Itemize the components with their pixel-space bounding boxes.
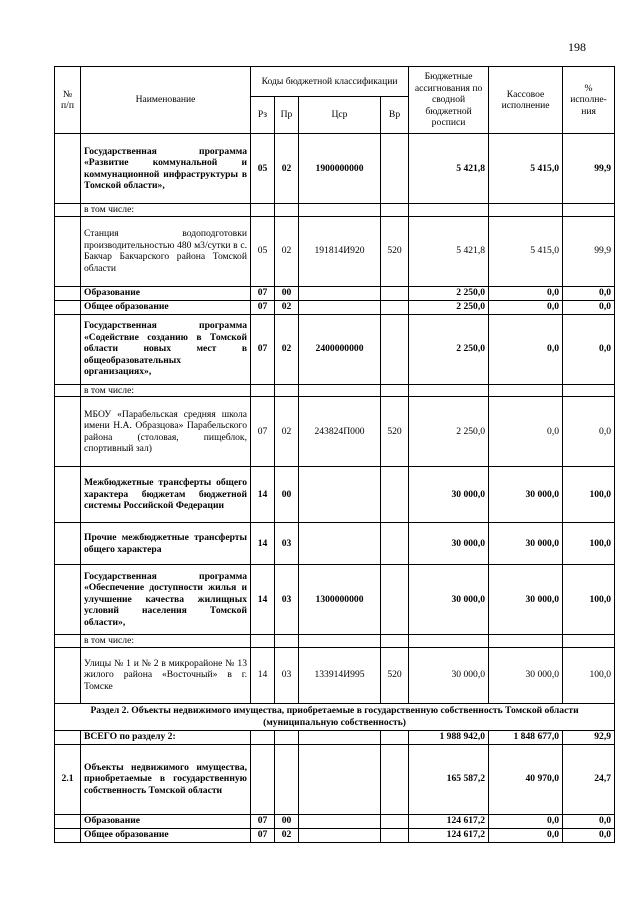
row-csr [299,523,381,565]
row-cash: 5 415,0 [489,216,563,286]
row-name: Образование [81,814,251,828]
row-cash: 30 000,0 [489,565,563,635]
row-num [55,467,81,523]
table-row [55,314,615,384]
row-assign: 5 421,8 [409,216,489,286]
row-pct: 100,0 [563,467,615,523]
row-cash: 30 000,0 [489,647,563,703]
header-codes: Коды бюджетной классификации [251,67,409,97]
row-assign: 5 421,8 [409,134,489,204]
row-name: Образование [81,286,251,300]
row-name: Станция водоподготовки производительностью 480 м3/сутки в с. Бакчар Бакчарского района Томской области [81,216,251,286]
row-vr [381,744,409,814]
header-csr: Цср [299,97,381,134]
row-cash: 30 000,0 [489,467,563,523]
row-rz [251,744,275,814]
row-pct: 24,7 [563,744,615,814]
row-pct: 100,0 [563,647,615,703]
row-vr [381,523,409,565]
row-rz: 07 [251,314,275,384]
row-assign: 30 000,0 [409,523,489,565]
row-rz: 14 [251,565,275,635]
row-assign: 30 000,0 [409,647,489,703]
row-name: Государственная программа «Обеспечение доступности жилья и улучшение качества жилищных условий населения Томской области», [81,565,251,635]
row-cash: 1 848 677,0 [489,730,563,744]
row-csr: 1300000000 [299,565,381,635]
row-csr [299,286,381,300]
row-cash: 5 415,0 [489,134,563,204]
row-cash: 0,0 [489,300,563,314]
row-vr [381,286,409,300]
row-name: Государственная программа «Содействие созданию в Томской области новых мест в общеобразовательных организациях», [81,314,251,384]
row-csr [299,828,381,842]
row-rz: 07 [251,286,275,300]
row-vr [381,467,409,523]
row-rz: 05 [251,134,275,204]
row-vr: 520 [381,397,409,467]
row-rz: 07 [251,300,275,314]
row-num: 2.1 [55,744,81,814]
row-csr: 133914И995 [299,647,381,703]
row-pct: 0,0 [563,397,615,467]
row-rz: 14 [251,647,275,703]
row-cash [489,384,563,397]
row-name: ВСЕГО по разделу 2: [81,730,251,744]
row-pct [563,204,615,217]
row-assign [409,204,489,217]
row-csr: 243824П000 [299,397,381,467]
row-num [55,216,81,286]
table-row [55,134,615,204]
row-rz [251,204,275,217]
row-name: Межбюджетные трансферты общего характера бюджетам бюджетной системы Российской Федерации [81,467,251,523]
row-pct: 0,0 [563,286,615,300]
row-pct: 92,9 [563,730,615,744]
row-name: Объекты недвижимого имущества, приобретаемые в государственную собственность Томской области [81,744,251,814]
header-rz: Рз [251,97,275,134]
row-vr: 520 [381,647,409,703]
row-assign: 30 000,0 [409,565,489,635]
row-csr [299,384,381,397]
row-name: в том числе: [81,384,251,397]
budget-table [54,66,615,843]
row-assign: 30 000,0 [409,467,489,523]
row-csr [299,204,381,217]
row-pct [563,384,615,397]
table-row [55,565,615,635]
row-vr: 520 [381,216,409,286]
section-2-title: Раздел 2. Объекты недвижимого имущества, приобретаемые в государственную собственность Томской области (муниципальную собственность) [55,703,615,730]
row-assign [409,384,489,397]
row-vr [381,314,409,384]
header-name: Наименование [81,67,251,134]
header-num: № п/п [55,67,81,134]
row-cash: 0,0 [489,314,563,384]
row-vr [381,565,409,635]
row-csr: 191814И920 [299,216,381,286]
row-vr [381,730,409,744]
header-vr: Вр [381,97,409,134]
row-num [55,384,81,397]
row-name: Прочие межбюджетные трансферты общего характера [81,523,251,565]
row-pr: 00 [275,467,299,523]
row-num [55,204,81,217]
row-vr [381,384,409,397]
row-cash: 0,0 [489,286,563,300]
row-csr: 1900000000 [299,134,381,204]
row-pr: 02 [275,216,299,286]
row-num [55,134,81,204]
row-rz: 07 [251,397,275,467]
row-csr: 2400000000 [299,314,381,384]
table-row [55,814,615,828]
row-vr [381,828,409,842]
row-cash: 40 970,0 [489,744,563,814]
row-num [55,523,81,565]
row-num [55,635,81,648]
header-assign: Бюджетные ассигнования по сводной бюджетной росписи [409,67,489,134]
row-name: Общее образование [81,828,251,842]
table-row [55,730,615,744]
row-pr: 03 [275,647,299,703]
row-assign: 1 988 942,0 [409,730,489,744]
table-row [55,523,615,565]
row-pct: 0,0 [563,828,615,842]
row-pr: 00 [275,286,299,300]
row-name: Общее образование [81,300,251,314]
row-rz: 14 [251,523,275,565]
row-pr [275,744,299,814]
row-pct: 100,0 [563,523,615,565]
row-csr [299,300,381,314]
row-assign: 165 587,2 [409,744,489,814]
row-rz [251,384,275,397]
row-cash [489,204,563,217]
row-pct [563,635,615,648]
row-assign: 2 250,0 [409,286,489,300]
row-pct: 99,9 [563,216,615,286]
row-cash [489,635,563,648]
row-assign: 124 617,2 [409,828,489,842]
row-name: МБОУ «Парабельская средняя школа имени Н.А. Образцова» Парабельского района (столовая, пищеблок, спортивный зал) [81,397,251,467]
row-num [55,300,81,314]
row-pr: 00 [275,814,299,828]
table-row [55,828,615,842]
row-csr [299,730,381,744]
row-pr [275,635,299,648]
row-pr [275,384,299,397]
row-assign: 2 250,0 [409,397,489,467]
row-num [55,647,81,703]
page-number: 198 [568,40,586,54]
row-pct: 0,0 [563,814,615,828]
header-pr: Пр [275,97,299,134]
row-csr [299,467,381,523]
row-csr [299,635,381,648]
table-row [55,647,615,703]
row-pr: 03 [275,565,299,635]
row-rz [251,635,275,648]
row-name: в том числе: [81,204,251,217]
row-vr [381,300,409,314]
table-row [55,384,615,397]
table-row [55,300,615,314]
row-num [55,730,81,744]
row-csr [299,744,381,814]
row-vr [381,134,409,204]
row-rz: 14 [251,467,275,523]
table-row [55,635,615,648]
row-pct: 0,0 [563,300,615,314]
table-row [55,744,615,814]
row-pct: 100,0 [563,565,615,635]
row-pr: 02 [275,300,299,314]
row-rz [251,730,275,744]
row-cash: 30 000,0 [489,523,563,565]
row-assign: 2 250,0 [409,300,489,314]
row-csr [299,814,381,828]
row-pr: 02 [275,828,299,842]
row-pr: 02 [275,314,299,384]
row-rz: 07 [251,814,275,828]
row-num [55,565,81,635]
row-name: Государственная программа «Развитие коммунальной и коммунационной инфраструктуры в Томской области», [81,134,251,204]
row-cash: 0,0 [489,814,563,828]
row-num [55,286,81,300]
row-assign [409,635,489,648]
row-rz: 05 [251,216,275,286]
row-pr: 03 [275,523,299,565]
row-vr [381,635,409,648]
row-pr: 02 [275,134,299,204]
row-assign: 2 250,0 [409,314,489,384]
row-pct: 99,9 [563,134,615,204]
row-name: в том числе: [81,635,251,648]
table-row [55,467,615,523]
row-pr: 02 [275,397,299,467]
row-name: Улицы № 1 и № 2 в микрорайоне № 13 жилого района «Восточный» в г. Томске [81,647,251,703]
row-assign: 124 617,2 [409,814,489,828]
row-num [55,397,81,467]
table-row [55,216,615,286]
row-vr [381,204,409,217]
row-pr [275,204,299,217]
row-rz: 07 [251,828,275,842]
table-row [55,397,615,467]
row-num [55,314,81,384]
table-row [55,204,615,217]
row-num [55,828,81,842]
table-row [55,286,615,300]
row-vr [381,814,409,828]
row-cash: 0,0 [489,397,563,467]
row-pct: 0,0 [563,314,615,384]
row-num [55,814,81,828]
header-cash: Кассовое исполнение [489,67,563,134]
row-pr [275,730,299,744]
header-pct: % исполне-ния [563,67,615,134]
row-cash: 0,0 [489,828,563,842]
